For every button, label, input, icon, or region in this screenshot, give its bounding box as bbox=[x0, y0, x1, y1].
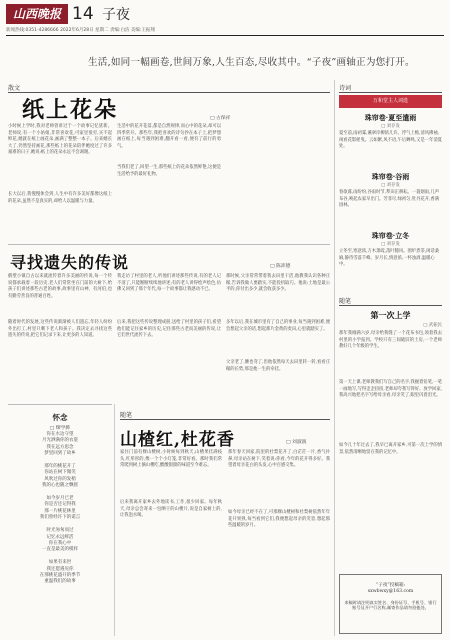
poem-author: □ 刘存发 bbox=[381, 242, 400, 247]
top-rule bbox=[6, 35, 444, 36]
article-title-first-school-day: 第一次上学 bbox=[370, 310, 411, 320]
article-paragraph: 那年我刚满六岁,母亲给我缝了一个花布书包,领着我去村里的小学报到。学校只有三间破旧的土房,一个老师教好几个年级的学生。 bbox=[339, 331, 442, 350]
article-paragraph: 我走访了村里的老人,听他们讲述那些传说,有的老人记不清了,只能断断续续地讲述;有的老人讲得绘声绘色,仿佛又回到了那个年代,每一个故事都让我感动不已。 bbox=[117, 274, 221, 293]
masthead-info: 新闻热线:0351-4286666 2022年6月28日 星期二 责编:白洁 美编:王振翔 bbox=[6, 28, 155, 33]
poem-text: 春欲暮,雨纷纷,谷雨时节,犁田正耕耘。一蓑烟雨,几声布谷,唤起农家早出门。芳菲尽,绿初匀,牡丹花开,香满园林。 bbox=[339, 190, 439, 209]
article-paragraph: 第一天上课,老师教我们写自己的名字,我握着铅笔,一笔一画地写,写得歪歪扭扭,老师却夸我写得好。放学回家,我高兴地把名字写给母亲看,母亲笑了,眼里闪着泪光。 bbox=[339, 380, 442, 399]
column-tag-prose: 散文 bbox=[8, 85, 21, 92]
article-title-hawthorn: 山楂红,杜花香 bbox=[120, 430, 235, 450]
submission-title: “子夜”投稿箱: bbox=[375, 583, 406, 588]
divider bbox=[120, 419, 330, 420]
article-byline: □ 陈沛德 bbox=[270, 264, 291, 269]
poem-text: 你在水边守望 月光洒满你的衣裳 我在远方思念 梦里回到了故乡 那年的桃花开了 你站在树下微笑 风吹过你的发梢 我的心也随之飘摇 如今岁月已老 你是否还记得我 那一片桃花林里 我们曾经许下的诺言 时光匆匆而过 记忆永远鲜活 你在我心中 一直是最美的模样 如果有来世 我还愿遇见你 在那桃花盛开的季节 重温我们的故事 bbox=[39, 432, 81, 585]
article-paragraph: 多年以后,我在城市里有了自己的事业,每当遇到困难,便会想起父亲的话,想起那片金黄的麦田,心里就踏实了。 bbox=[226, 320, 330, 332]
article-byline: □ 古保祥 bbox=[210, 116, 231, 121]
article-paragraph: 生活中的花开花落,都是自然规律,而心中的花朵,却可以四季常开。那些年,我把喜欢的诗句抄在本子上,把梦想画在纸上,每当遇到困难,翻开看一看,便有了前行的勇气。 bbox=[117, 124, 221, 149]
article-title-paper-flowers: 纸上花朵 bbox=[22, 97, 119, 123]
column-tag-essay: 随笔 bbox=[339, 298, 352, 305]
section-slogan: 生活,如同一幅画卷,世间万象,人生百态,尽收其中。“子夜”画轴正为您打开。 bbox=[88, 57, 415, 68]
column-divider bbox=[334, 80, 335, 636]
poem-author: □ 刘存发 bbox=[381, 124, 400, 129]
divider bbox=[339, 305, 442, 306]
article-paragraph: 如今几十年过去了,我早已离开家乡,可第一次上学的情景,依然清晰地留在我的记忆中。 bbox=[339, 443, 442, 455]
poem-title: 珠帘卷·谷雨 bbox=[371, 172, 410, 181]
article-paragraph: 如今母亲已经不在了,可那棵山楂树和杜梨树依然年年花开果熟,每当看到它们,我便想起母亲的笑容,想起那些温暖的岁月。 bbox=[228, 510, 330, 529]
section-title: 子夜 bbox=[102, 7, 130, 23]
divider bbox=[8, 244, 330, 245]
submission-box bbox=[339, 574, 442, 634]
submission-note: 来稿时请注明真实姓名、身份证号、手机号、银行账号及开户行名称,邮寄作品请勿投他处。 bbox=[344, 599, 437, 611]
article-paragraph: 家住门前有棵山楂树,小时候每到秋天,山楂果挂满枝头,红彤彤的,像一个个小灯笼,非常好看。那时我们常常爬到树上摘山楂吃,酸酸甜甜的味道至今难忘。 bbox=[120, 450, 222, 469]
poetry-collection-banner: 万和堂主人词选 bbox=[339, 95, 442, 108]
masthead bbox=[6, 4, 444, 26]
article-paragraph: 长大以后,我慢慢体会到,人生中有许多美好都像这纸上的花朵,虽然不是真实的,却给人以温暖与力量。 bbox=[8, 192, 112, 204]
poem-text: 夏至前,雨初霁,溪翠岸柳浓几许。浮气上檐,清风拂袖,闲看花影摇曳。云如絮,风不语,午后蝉鸣,又是一年消夏处。 bbox=[339, 131, 442, 150]
submission-email[interactable]: sxwbwxy@163.com bbox=[367, 589, 414, 595]
article-paragraph: 后来我离开家乡去外地读书,工作,很少回家。每年秋天,母亲总会寄来一包晒干的山楂片,说是自家树上的,让我泡水喝。 bbox=[120, 500, 222, 519]
article-byline: □ 武振民 bbox=[423, 323, 442, 328]
article-paragraph: 后来,我把这些传说整理成册,送给了村里的孩子们,希望他们能记住家乡的历史,记住那些古老而美丽的传说,让它们世代流传下去。 bbox=[117, 320, 221, 339]
article-paragraph: 鹤壁小镇自古以来就流传着许多美丽的传说,每一个传说都承载着一段历史,老人们常常坐在门前的大树下,给孩子们讲述那些古老的故事,故事里有山神、有河伯,也有勤劳善良的普通百姓。 bbox=[8, 274, 112, 299]
poem-title: 珠帘卷·立冬 bbox=[371, 231, 410, 240]
poem-title-huainian: 怀念 bbox=[52, 413, 68, 422]
article-paragraph: 父亲老了,腰也弯了,但他依然每天去田里转一转,看看庄稼的长势,那是他一生的牵挂。 bbox=[226, 360, 330, 372]
divider bbox=[339, 92, 442, 93]
column-tag-poetry: 诗词 bbox=[339, 85, 352, 92]
article-paragraph: 小时候上学时,我对老师曾讲过于一个故事记忆犹新。老师说,有一个小姑娘,非常喜欢花,可家里很穷,买不起鲜花,她就在纸上画花朵,画满了整整一本子。后来她长大了,仍然坚持画花,那些纸上的花朵陪伴她度过了许多艰难的日子,她说:纸上的花朵永远不会凋谢。 bbox=[8, 124, 112, 156]
poem-text: 立冬至,寒意浓,万木萧疏,落叶随风。围炉煮茶,闲话桑麻,静待雪落千峰。岁月长,情意浓,一杯浊酒,温暖心中。 bbox=[339, 249, 439, 268]
poem-title: 珠帘卷·夏至遣雨 bbox=[364, 113, 417, 122]
page-number: 14 bbox=[72, 4, 94, 24]
poem-byline: □ 缪学骅 bbox=[49, 426, 71, 431]
divider bbox=[8, 404, 112, 405]
article-paragraph: 当我们老了,回望一生,那些纸上的花朵依然鲜艳,这便是生活给予的最好礼物。 bbox=[117, 165, 221, 177]
column-tag-essay: 随笔 bbox=[120, 412, 133, 419]
newspaper-logo: 山西晚报 bbox=[6, 4, 68, 24]
article-paragraph: 随着时代的发展,这些传说渐渐被人们遗忘,年轻人纷纷外出打工,村里只剩下老人和孩子。我决定去寻找这些遗失的传说,把它们记录下来,让更多的人知道。 bbox=[8, 320, 112, 339]
article-byline: □ 刘淑演 bbox=[286, 440, 307, 445]
article-paragraph: 那年春天回家,院里的杜梨花开了,白茫茫一片,香气扑鼻,母亲站在树下,笑着说:你看,今年的花开得多好。我望着母亲花白的头发,心中百感交集。 bbox=[228, 450, 330, 469]
poem-author: □ 刘存发 bbox=[381, 183, 400, 188]
column-divider bbox=[114, 404, 115, 636]
article-paragraph: 那时候,父亲常常带着我去田里干活,他教我认识各种庄稼,告诉我做人要踏实,不能投机取巧。他说:土地是最公平的,你付出多少,就会收获多少。 bbox=[226, 274, 330, 293]
article-title-lost-legend: 寻找遗失的传说 bbox=[10, 253, 130, 272]
